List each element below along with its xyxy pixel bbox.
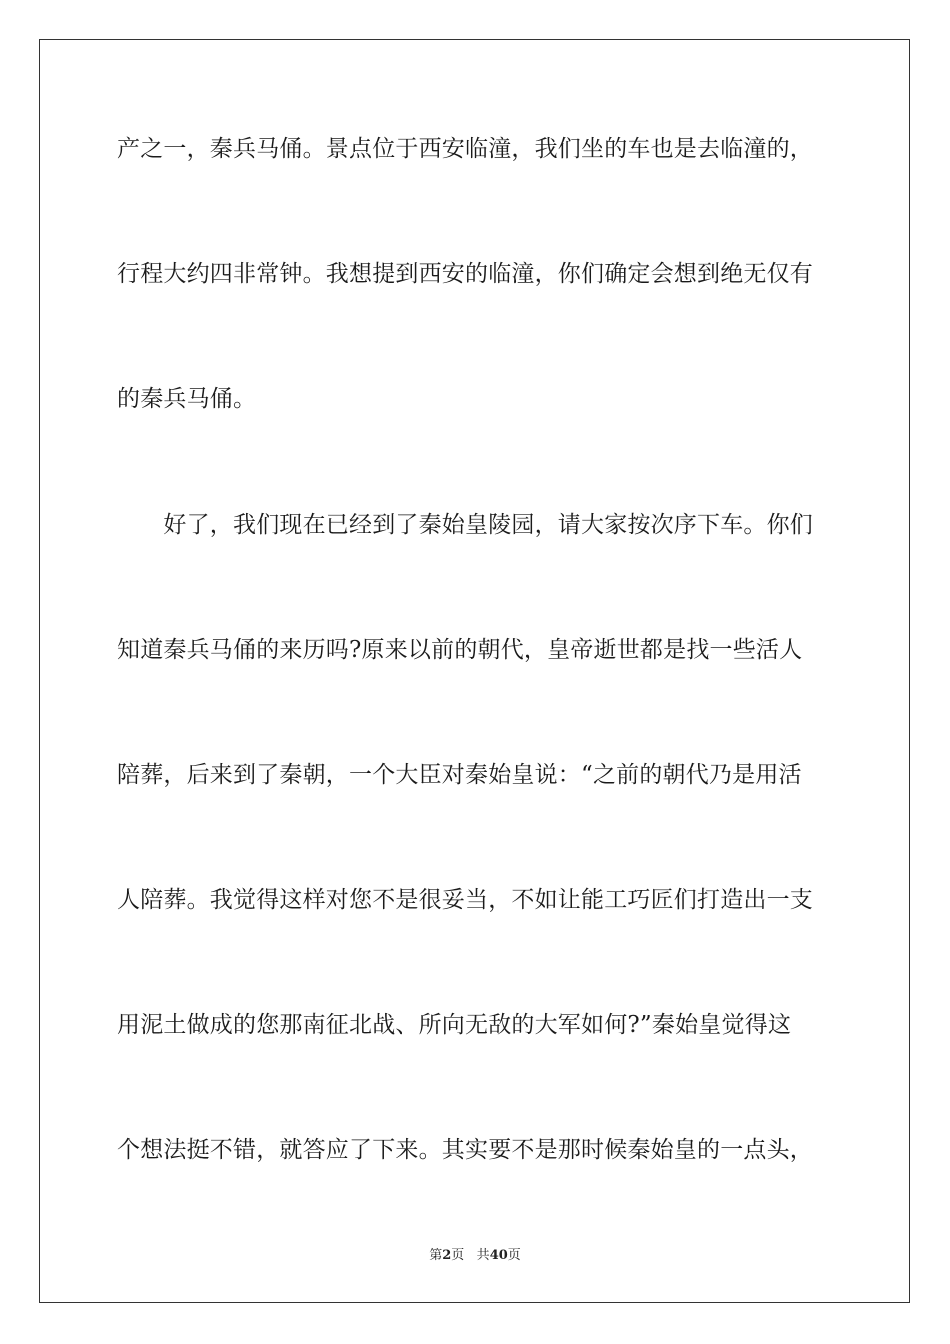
text-line: 产之一，秦兵马俑。景点位于西安临潼，我们坐的车也是去临潼的，: [117, 136, 813, 162]
text-line: 个想法挺不错，就答应了下来。其实要不是那时候秦始皇的一点头，: [117, 1137, 813, 1163]
total-label-suffix: 页: [507, 1248, 521, 1263]
text-line: 好了，我们现在已经到了秦始皇陵园，请大家按次序下车。你们: [117, 512, 813, 538]
page-border: [39, 39, 910, 1303]
current-page-number: 2: [442, 1248, 452, 1263]
text-line: 的秦兵马俑。: [117, 386, 257, 412]
text-line: 行程大约四非常钟。我想提到西安的临潼，你们确定会想到绝无仅有: [117, 261, 813, 287]
text-line: 人陪葬。我觉得这样对您不是很妥当，不如让能工巧匠们打造出一支: [117, 887, 813, 913]
total-page-count: 40: [489, 1248, 508, 1263]
text-line: 陪葬，后来到了秦朝，一个大臣对秦始皇说：“之前的朝代乃是用活: [117, 762, 802, 788]
page-label-prefix: 第: [429, 1248, 443, 1263]
text-line: 知道秦兵马俑的来历吗?原来以前的朝代，皇帝逝世都是找一些活人: [117, 637, 803, 663]
page-footer: [0, 1247, 950, 1265]
total-label-prefix: 共: [476, 1248, 490, 1263]
text-line: 用泥土做成的您那南征北战、所向无敌的大军如何?”秦始皇觉得这: [117, 1012, 792, 1038]
page-label-suffix: 页: [451, 1248, 465, 1263]
